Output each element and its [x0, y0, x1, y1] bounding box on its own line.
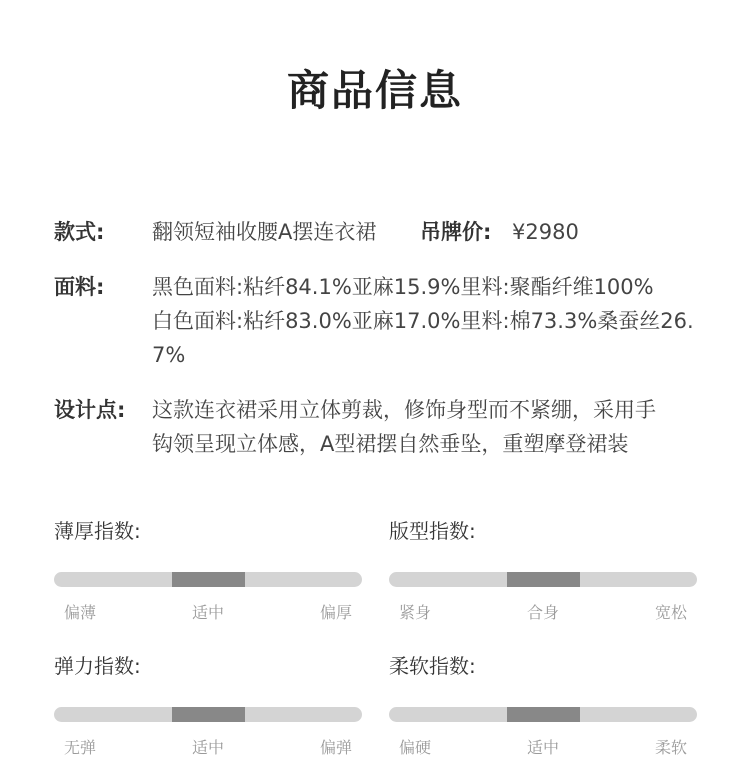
thickness-index-bar [54, 572, 362, 587]
thickness-index-marker [172, 572, 245, 587]
fabric-row [54, 270, 714, 372]
softness-index-marker [507, 707, 580, 722]
scale-label-center: 适中 [191, 738, 225, 757]
softness-index-title: 柔软指数: [389, 654, 476, 678]
design-text [152, 393, 656, 461]
scale-label-center: 合身 [526, 603, 560, 622]
elasticity-index [54, 651, 362, 759]
softness-index-bar [389, 707, 697, 722]
design-line: 这款连衣裙采用立体剪裁，修饰身型而不紧绷，采用手 [152, 398, 656, 422]
style-row [54, 215, 714, 249]
scale-label-left: 无弹 [64, 738, 97, 757]
softness-index [389, 651, 697, 759]
elasticity-index-marker [172, 707, 245, 722]
scale-label-left: 偏硬 [399, 738, 432, 757]
style-value: 翻领短袖收腰A摆连衣裙 [152, 220, 377, 244]
fit-index [389, 516, 697, 624]
fit-index-marker [507, 572, 580, 587]
scale-label-left: 紧身 [399, 603, 432, 622]
thickness-index-title: 薄厚指数: [54, 519, 141, 543]
scale-label-right: 宽松 [654, 603, 687, 622]
fit-index-title: 版型指数: [389, 519, 476, 543]
scale-label-left: 偏薄 [64, 603, 97, 622]
fabric-line: 白色面料:粘纤83.0%亚麻17.0%里料:棉73.3%桑蚕丝26. [152, 309, 694, 333]
elasticity-index-scale [54, 735, 362, 759]
elasticity-index-title: 弹力指数: [54, 654, 141, 678]
scale-label-center: 适中 [526, 738, 560, 757]
page-title: 商品信息 [286, 66, 463, 115]
price-value: ¥2980 [512, 220, 579, 244]
thickness-index [54, 516, 362, 624]
fabric-text [152, 270, 694, 372]
fit-index-bar [389, 572, 697, 587]
fabric-line: 7% [152, 343, 186, 367]
fabric-line: 黑色面料:粘纤84.1%亚麻15.9%里料:聚酯纤维100% [152, 275, 654, 299]
scale-label-right: 偏厚 [319, 603, 352, 622]
price-label: 吊牌价: [420, 220, 492, 244]
fit-index-scale [389, 600, 697, 624]
design-line: 钩领呈现立体感，A型裙摆自然垂坠，重塑摩登裙装 [152, 432, 629, 456]
scale-label-center: 适中 [191, 603, 225, 622]
scale-label-right: 偏弹 [319, 738, 352, 757]
elasticity-index-bar [54, 707, 362, 722]
softness-index-scale [389, 735, 697, 759]
scale-label-right: 柔软 [654, 738, 687, 757]
design-label: 设计点: [54, 398, 126, 422]
style-label: 款式: [54, 220, 105, 244]
fabric-label: 面料: [54, 275, 105, 299]
thickness-index-scale [54, 600, 362, 624]
design-row [54, 393, 714, 461]
